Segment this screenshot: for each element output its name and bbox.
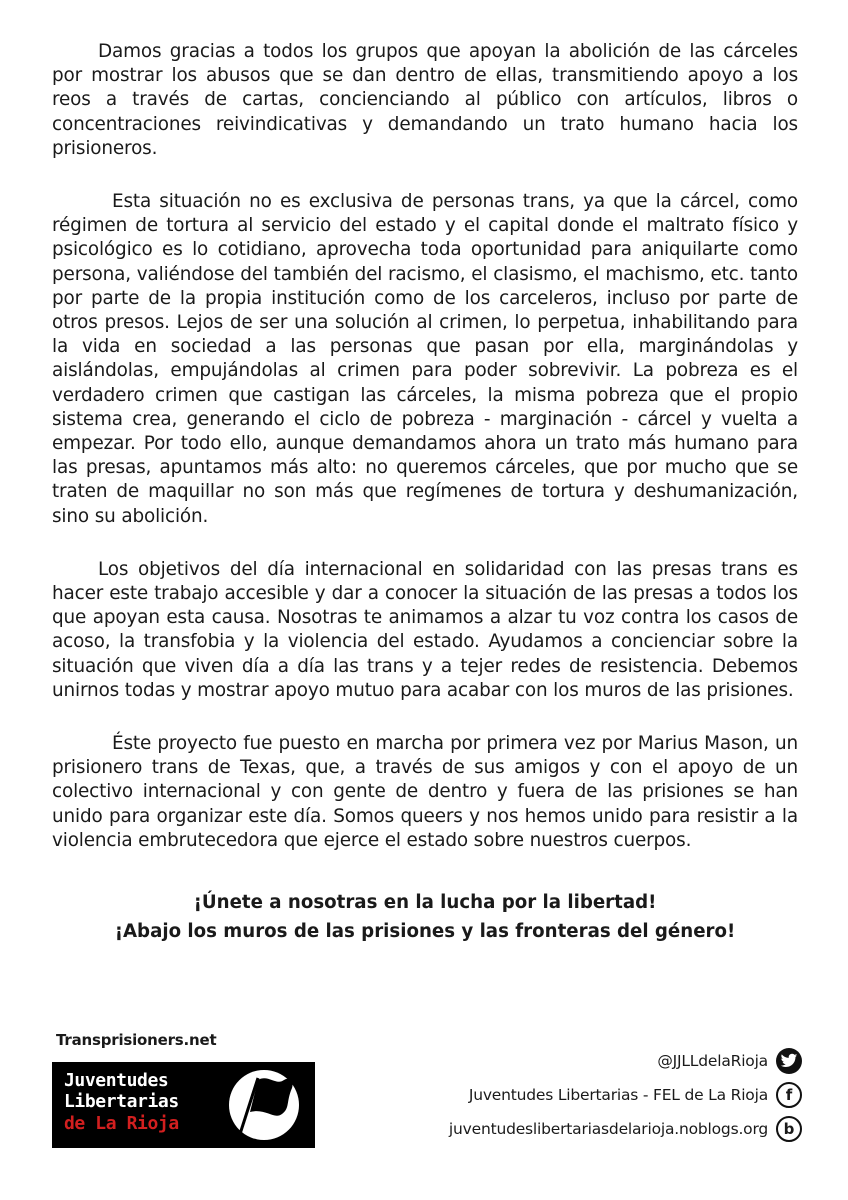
slogan-2: ¡Abajo los muros de las prisiones y las fronteras del género! (114, 921, 736, 942)
website-link[interactable]: Transprisioners.net (56, 1031, 217, 1049)
paragraph-2: Esta situación no es exclusiva de personas trans, ya que la cárcel, como régimen de tortura al servicio del estado y el capital donde el maltrato físico y psicológico es lo cotidiano, aprovecha toda oportunidad para aniquilarte como persona, valiéndose del también del racismo, el clasismo, el machismo, etc. tanto por parte de la propia institución como de los carceleros, incluso por parte de otros presos. Lejos de ser una solución al crimen, lo perpetua, inhabilitando para la vida en sociedad a las personas que pasan por ella, marginándolas y aislándolas, empujándolas al crimen para poder sobrevivir. La pobreza es el verdadero crimen que castigan las cárceles, la misma pobreza que el propio sistema crea, generando el ciclo de pobreza - marginación - cárcel y vuelta a empezar. Por todo ello, aunque demandamos ahora un trato más humano para las presas, apuntamos más alto: no queremos cárceles, que por mucho que se traten de maquillar no son más que regímenes de tortura y deshumanización, sino su abolición. (52, 191, 798, 527)
logo-line-3: de La Rioja (64, 1113, 179, 1134)
slogans (52, 888, 798, 946)
contact-blog[interactable] (449, 1112, 802, 1146)
paragraph-4: Éste proyecto fue puesto en marcha por primera vez por Marius Mason, un prisionero trans de Texas, que, a través de sus amigos y con el apoyo de un colectivo internacional y con gente de dentro y fuera de las prisiones se han unido para organizar este día. Somos queers y nos hemos unido para resistir a la violencia embrutecedora que ejerce el estado sobre nuestros cuerpos. (52, 733, 798, 851)
blog-url[interactable]: juventudeslibertariasdelarioja.noblogs.org (448, 1120, 768, 1138)
article (52, 40, 798, 882)
contact-twitter[interactable] (449, 1044, 802, 1078)
contact-facebook[interactable] (449, 1078, 802, 1112)
logo-line-1: Juventudes (64, 1070, 169, 1091)
black-flag-icon (224, 1068, 304, 1142)
paragraph-3: Los objetivos del día internacional en solidaridad con las presas trans es hacer este trabajo accesible y dar a conocer la situación de las presas a todos los que apoyan esta causa. Nosotras te animamos a alzar tu voz contra los casos de acoso, la transfobia y la violencia del estado. Ayudamos a concienciar sobre la situación que viven día a día las trans y a tejer redes de resistencia. Debemos unirnos todas y mostrar apoyo mutuo para acabar con los muros de las prisiones. (52, 558, 798, 701)
twitter-icon (776, 1048, 802, 1074)
slogan-1: ¡Únete a nosotras en la lucha por la libertad! (193, 892, 657, 913)
organization-logo (52, 1062, 315, 1148)
contact-list (449, 1044, 802, 1146)
blog-icon: b (776, 1116, 802, 1142)
facebook-icon: f (776, 1082, 802, 1108)
paragraph-1: Damos gracias a todos los grupos que apoyan la abolición de las cárceles por mostrar los abusos que se dan dentro de ellas, transmitiendo apoyo a los reos a través de cartas, concienciando al público con artículos, libros o concentraciones reivindicativas y demandando un trato humano hacia los prisioneros. (52, 41, 798, 159)
twitter-handle[interactable]: @JJLLdelaRioja (657, 1052, 768, 1070)
facebook-page-name[interactable]: Juventudes Libertarias - FEL de La Rioja (468, 1086, 768, 1104)
logo-line-2: Libertarias (64, 1091, 179, 1112)
